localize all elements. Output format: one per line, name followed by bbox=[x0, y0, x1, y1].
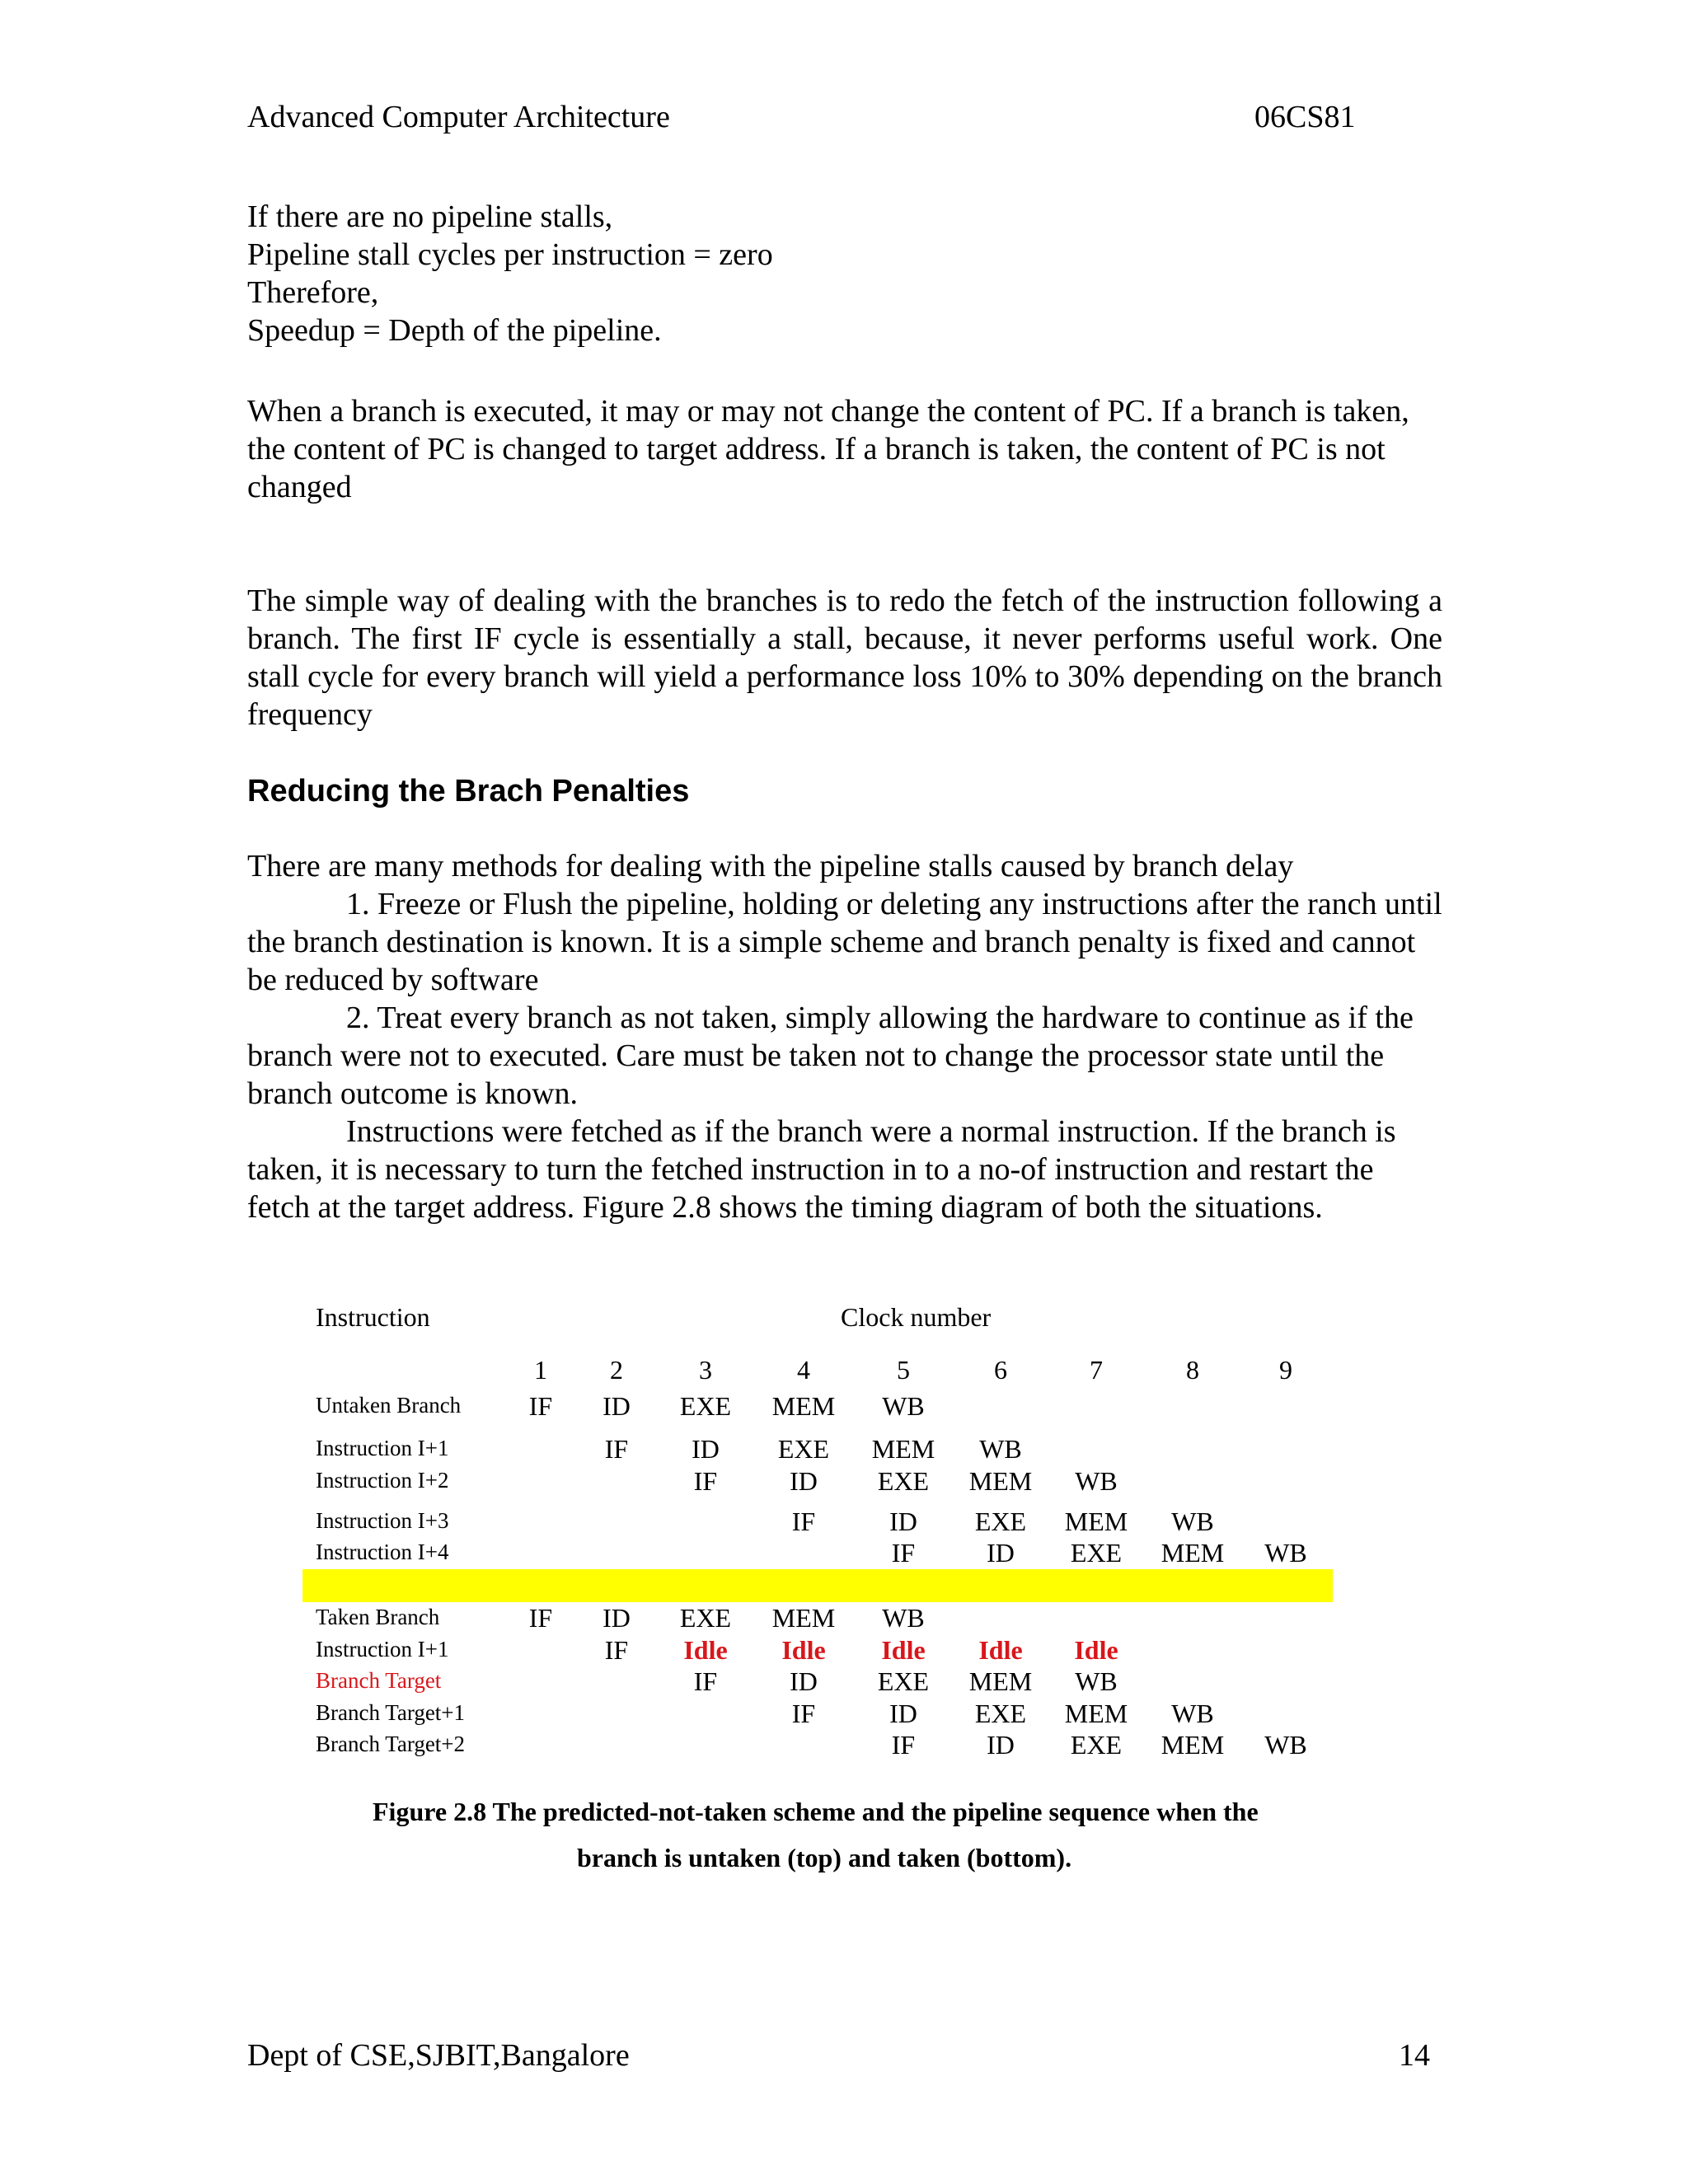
row-label: Untaken Branch bbox=[316, 1393, 462, 1418]
clock-number: 1 bbox=[534, 1355, 547, 1385]
separator-highlight-bar bbox=[302, 1569, 1333, 1602]
clock-number: 8 bbox=[1186, 1355, 1199, 1385]
stage-cell: IF bbox=[891, 1538, 916, 1568]
figure-caption-line-1: Figure 2.8 The predicted-not-taken scheme and the pipeline sequence when the bbox=[373, 1797, 1259, 1826]
stage-cell: IF bbox=[693, 1466, 718, 1496]
stage-cell: IF bbox=[791, 1699, 816, 1728]
stage-cell: MEM bbox=[771, 1391, 836, 1421]
clock-number: 4 bbox=[797, 1355, 810, 1385]
stage-cell: ID bbox=[987, 1538, 1015, 1568]
stage-cell: IF bbox=[791, 1507, 816, 1536]
stage-cell: WB bbox=[1075, 1666, 1118, 1696]
stage-cell: EXE bbox=[877, 1666, 930, 1696]
figure-caption-line-2: branch is untaken (top) and taken (bottom). bbox=[577, 1843, 1072, 1872]
stage-cell: EXE bbox=[1070, 1538, 1123, 1568]
stage-cell: WB bbox=[1264, 1538, 1307, 1568]
speedup-paragraph bbox=[247, 198, 1442, 349]
row-label: Branch Target bbox=[316, 1668, 442, 1693]
stage-cell: IF bbox=[891, 1730, 916, 1760]
stage-cell: IF bbox=[604, 1434, 629, 1464]
row-label: Instruction I+3 bbox=[316, 1508, 449, 1533]
clock-number: 2 bbox=[610, 1355, 623, 1385]
method-item-2: 2. Treat every branch as not taken, simply allowing the hardware to continue as if the branch were not to executed. Care must be taken not to change the processor state until the branch outcome is known. bbox=[247, 1001, 1414, 1111]
stage-cell: ID bbox=[889, 1507, 917, 1536]
clock-number: 6 bbox=[994, 1355, 1007, 1385]
stage-cell: MEM bbox=[871, 1434, 935, 1464]
stage-cell: EXE bbox=[679, 1391, 732, 1421]
footer-department: Dept of CSE,SJBIT,Bangalore bbox=[247, 2038, 630, 2073]
instruction-column-header: Instruction bbox=[316, 1302, 430, 1332]
text-line: Therefore, bbox=[247, 275, 379, 310]
stage-cell: EXE bbox=[974, 1699, 1027, 1728]
stage-cell: EXE bbox=[1070, 1730, 1123, 1760]
stage-cell: EXE bbox=[777, 1434, 830, 1464]
stage-cell: ID bbox=[603, 1391, 631, 1421]
row-label: Instruction I+4 bbox=[316, 1540, 449, 1564]
stage-cell: EXE bbox=[877, 1466, 930, 1496]
page-number: 14 bbox=[1399, 2038, 1430, 2073]
clock-number: 9 bbox=[1279, 1355, 1292, 1385]
paragraph-text: The simple way of dealing with the branches is to redo the fetch of the instruction following a branch. The first IF cycle is essentially a stall, because, it never performs useful work. One stall cycle for every branch will yield a performance loss 10% to 30% depending on the branch frequency bbox=[247, 583, 1442, 732]
stage-cell: Idle bbox=[978, 1635, 1023, 1665]
row-label: Branch Target+2 bbox=[316, 1732, 466, 1756]
stage-cell: MEM bbox=[1160, 1730, 1225, 1760]
stage-cell: MEM bbox=[1064, 1507, 1128, 1536]
stage-cell: WB bbox=[1171, 1699, 1214, 1728]
method-item-3: Instructions were fetched as if the branch were a normal instruction. If the branch is taken, it is necessary to turn the fetched instruction in to a no-of instruction and restart the fetch at the target address. Figure 2.8 shows the timing diagram of both the situations. bbox=[247, 1114, 1396, 1225]
method-item-1: 1. Freeze or Flush the pipeline, holding or deleting any instructions after the ranch until the branch destination is known. It is a simple scheme and branch penalty is fixed and cannot be reduced by software bbox=[247, 887, 1442, 997]
stage-cell: IF bbox=[693, 1666, 718, 1696]
intro-text: There are many methods for dealing with the pipeline stalls caused by branch delay bbox=[247, 849, 1294, 883]
clock-number: 3 bbox=[699, 1355, 712, 1385]
stage-cell: WB bbox=[1264, 1730, 1307, 1760]
stage-cell: WB bbox=[882, 1603, 925, 1633]
stall-paragraph bbox=[247, 582, 1442, 733]
stage-cell: ID bbox=[790, 1466, 818, 1496]
row-label: Instruction I+2 bbox=[316, 1468, 449, 1493]
stage-cell: WB bbox=[882, 1391, 925, 1421]
row-label: Instruction I+1 bbox=[316, 1637, 449, 1661]
stage-cell: IF bbox=[528, 1391, 553, 1421]
branch-pc-paragraph bbox=[247, 392, 1442, 506]
stage-cell: EXE bbox=[974, 1507, 1027, 1536]
stage-cell: ID bbox=[790, 1666, 818, 1696]
stage-cell: IF bbox=[528, 1603, 553, 1633]
running-header-title: Advanced Computer Architecture bbox=[247, 100, 670, 134]
methods-paragraph bbox=[247, 847, 1442, 1226]
clock-number: 5 bbox=[897, 1355, 910, 1385]
stage-cell: ID bbox=[889, 1699, 917, 1728]
stage-cell: WB bbox=[979, 1434, 1022, 1464]
stage-cell: ID bbox=[987, 1730, 1015, 1760]
stage-cell: IF bbox=[604, 1635, 629, 1665]
stage-cell: Idle bbox=[881, 1635, 926, 1665]
stage-cell: MEM bbox=[968, 1666, 1033, 1696]
row-label: Instruction I+1 bbox=[316, 1436, 449, 1460]
stage-cell: ID bbox=[692, 1434, 720, 1464]
stage-cell: MEM bbox=[1064, 1699, 1128, 1728]
row-label: Taken Branch bbox=[316, 1605, 440, 1629]
stage-cell: WB bbox=[1171, 1507, 1214, 1536]
stage-cell: MEM bbox=[1160, 1538, 1225, 1568]
stage-cell: Idle bbox=[781, 1635, 826, 1665]
stage-cell: Idle bbox=[1074, 1635, 1118, 1665]
stage-cell: Idle bbox=[683, 1635, 728, 1665]
stage-cell: MEM bbox=[968, 1466, 1033, 1496]
stage-cell: MEM bbox=[771, 1603, 836, 1633]
row-label: Branch Target+1 bbox=[316, 1700, 466, 1725]
running-header-course-code: 06CS81 bbox=[1254, 100, 1356, 134]
text-line: Pipeline stall cycles per instruction = zero bbox=[247, 237, 773, 272]
text-line: Speedup = Depth of the pipeline. bbox=[247, 313, 662, 348]
stage-cell: EXE bbox=[679, 1603, 732, 1633]
text-line: If there are no pipeline stalls, bbox=[247, 199, 613, 234]
clock-number: 7 bbox=[1090, 1355, 1103, 1385]
paragraph-text: When a branch is executed, it may or may not change the content of PC. If a branch is taken, the content of PC is changed to target address. If a branch is taken, the content of PC is not changed bbox=[247, 394, 1409, 504]
section-heading: Reducing the Brach Penalties bbox=[247, 774, 690, 808]
clock-number-header: Clock number bbox=[841, 1302, 992, 1332]
stage-cell: WB bbox=[1075, 1466, 1118, 1496]
stage-cell: ID bbox=[603, 1603, 631, 1633]
